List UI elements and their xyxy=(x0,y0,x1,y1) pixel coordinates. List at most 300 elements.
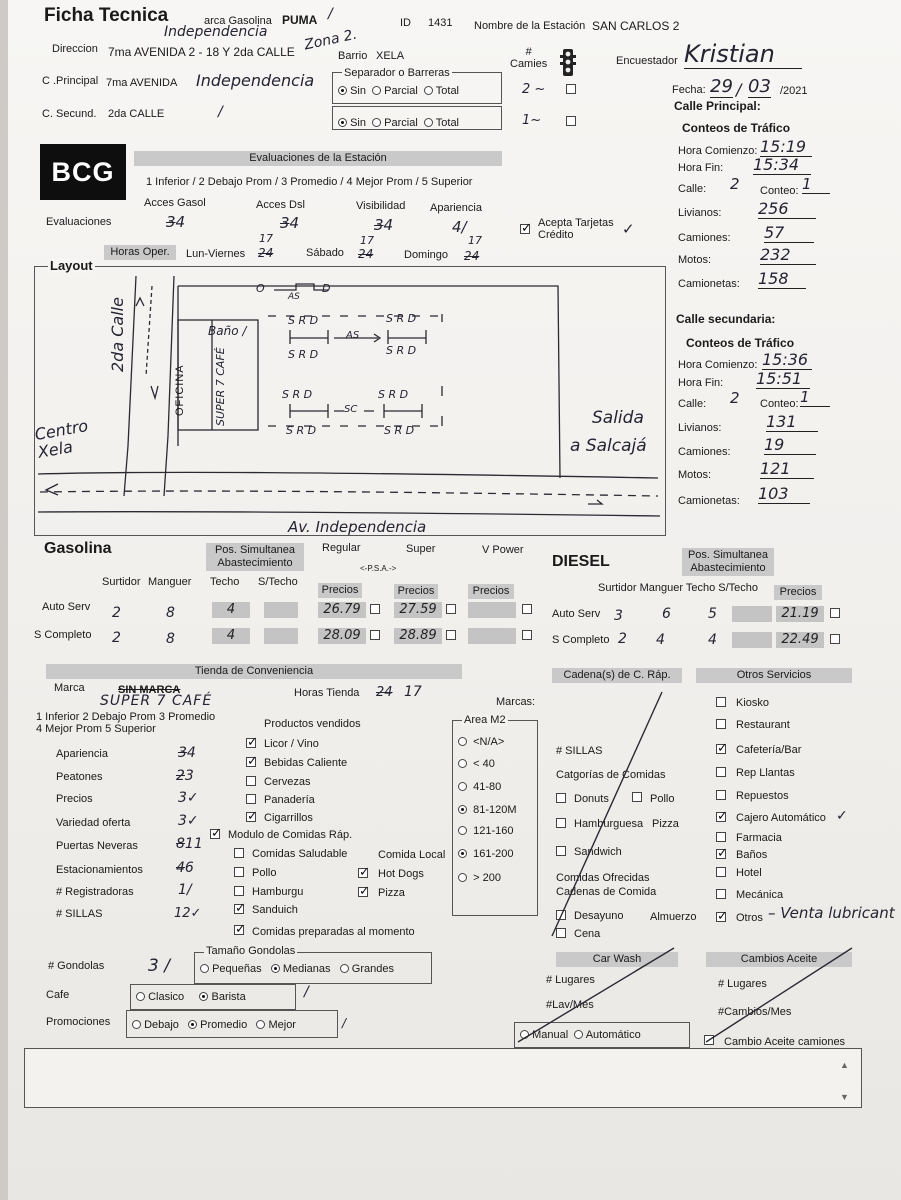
layout-2da-calle: 2da Calle xyxy=(108,297,127,372)
domingo-struck: 24 xyxy=(464,249,480,263)
direccion-handwritten: Independencia xyxy=(164,24,268,40)
rating-apariencia-value: 34 xyxy=(178,745,196,761)
lun-viernes-new: 17 xyxy=(259,232,273,245)
aceite-header: Cambios Aceite xyxy=(706,952,852,967)
separador-row2: Sin Parcial Total xyxy=(338,117,459,129)
fecha-day: 29 xyxy=(710,76,733,97)
comida-pizza-cb[interactable] xyxy=(358,887,368,897)
lun-viernes-label: Lun-Viernes xyxy=(186,248,246,260)
carwash-lugares: # Lugares xyxy=(546,974,595,986)
diesel-row-scompleto-label: S Completo xyxy=(552,634,610,646)
notes-scroll-up-icon[interactable]: ▲ xyxy=(840,1060,849,1070)
otros-hotel: Hotel xyxy=(736,867,762,879)
layout-pump-as: AS xyxy=(346,330,360,341)
gasolina-super-header: Super xyxy=(406,543,436,555)
eval-col-visibilidad: Visibilidad xyxy=(356,200,406,212)
cadena-sillas: # SILLAS xyxy=(556,745,603,757)
area-200-radio[interactable] xyxy=(458,849,467,858)
separador-label: Separador o Barreras xyxy=(344,67,450,79)
gasolina-scompleto-regular-cb[interactable] xyxy=(370,630,380,640)
promo-mejor-radio[interactable] xyxy=(256,1020,265,1029)
cadena-categorias: Catgorías de Comidas xyxy=(556,769,666,781)
camiones-row1-checkbox[interactable] xyxy=(566,84,576,94)
rating-puertas-label: Puertas Neveras xyxy=(56,840,138,852)
eval-acces-gasol-value: 34 xyxy=(166,213,186,231)
layout-pump-3-bot: S R D xyxy=(286,424,317,437)
layout-bano: Baño / xyxy=(208,324,247,338)
eval-apariencia-value: 4/ xyxy=(452,218,467,236)
diesel-autoserv-precio: 21.19 xyxy=(776,606,824,622)
producto-cervezas-cb[interactable] xyxy=(246,776,256,786)
otros-mecanica: Mecánica xyxy=(736,889,784,901)
gasolina-autoserv-regular-cb[interactable] xyxy=(370,604,380,614)
tienda-marca-hw: SUPER 7 CAFÉ xyxy=(100,693,213,709)
diesel-row-autoserv-label: Auto Serv xyxy=(552,608,601,620)
secundaria-motos-label: Motos: xyxy=(678,469,712,481)
otros-otros-hw: – Venta lubricant xyxy=(768,904,895,922)
promo-debajo-radio[interactable] xyxy=(132,1020,141,1029)
domingo-label: Domingo xyxy=(404,249,449,261)
camiones-header: # Camies xyxy=(510,46,548,70)
area-opt-over200: > 200 xyxy=(458,872,501,884)
comida-pollo-cb[interactable] xyxy=(234,867,244,877)
sep2-total-radio[interactable] xyxy=(424,118,433,127)
secundaria-calle: 2 xyxy=(730,389,740,407)
rating-estacionamientos-label: Estacionamientos xyxy=(56,864,143,876)
otros-llantas-cb[interactable] xyxy=(716,767,726,777)
form-title: Ficha Tecnica xyxy=(44,5,169,26)
secundaria-camiones: 19 xyxy=(764,435,816,455)
area-opt-120: 81-120M xyxy=(458,804,517,816)
otros-llantas: Rep Llantas xyxy=(736,767,795,779)
acepta-tarjetas-label: Acepta Tarjetas Crédito xyxy=(538,217,614,241)
layout-salida: Salida xyxy=(592,408,644,428)
rating-peatones-label: Peatones xyxy=(56,771,103,783)
cadena-cena: Cena xyxy=(574,928,601,940)
sep1-total-radio[interactable] xyxy=(424,86,433,95)
tienda-header: Tienda de Conveniencia xyxy=(46,664,462,679)
layout-pump-as-top: AS xyxy=(288,292,300,302)
marca-value: PUMA xyxy=(282,13,318,27)
evaluaciones-header: Evaluaciones de la Estación xyxy=(134,151,502,166)
gasolina-precios-vpower: Precios xyxy=(468,584,514,599)
rating-variedad-value: 3✓ xyxy=(178,813,199,829)
rating-sillas-label: # SILLAS xyxy=(56,908,103,920)
diesel-title: DIESEL xyxy=(552,553,610,570)
diesel-autoserv-stecho xyxy=(732,606,772,622)
tienda-horas-label: Horas Tienda xyxy=(294,687,360,699)
tienda-scale: 1 Inferior 2 Debajo Prom 3 Promedio 4 Mejor Prom 5 Superior xyxy=(36,711,216,735)
cadena-almuerzo: Almuerzo xyxy=(650,911,697,923)
notes-scroll-down-icon[interactable]: ▼ xyxy=(840,1092,849,1102)
promo-promedio-radio[interactable] xyxy=(188,1020,197,1029)
comida-preparadas-cb[interactable] xyxy=(234,925,244,935)
comida-hotdogs-cb[interactable] xyxy=(358,868,368,878)
c-secund-check: / xyxy=(218,104,223,120)
secundaria-hora-comienzo: 15:36 xyxy=(762,350,812,370)
fecha-label: Fecha: xyxy=(672,84,706,96)
gasolina-scompleto-surtidor: 2 xyxy=(112,630,121,646)
gasolina-precios-regular: Precios xyxy=(318,583,362,598)
principal-hora-fin-label: Hora Fin: xyxy=(678,162,724,174)
productos-label: Productos vendidos xyxy=(264,718,361,730)
diesel-scompleto-surtidor: 2 xyxy=(618,631,627,647)
horas-oper-label: Horas Oper. xyxy=(104,245,176,260)
gasolina-autoserv-regular: 26.79 xyxy=(318,602,366,618)
cadena-cross-out xyxy=(548,690,668,940)
evaluaciones-row-label: Evaluaciones xyxy=(46,216,112,228)
producto-cervezas: Cervezas xyxy=(264,776,311,788)
sep1-parcial-radio[interactable] xyxy=(372,86,381,95)
gasolina-vpower-header: V Power xyxy=(482,544,524,556)
diesel-autoserv-surtidor: 3 xyxy=(614,608,623,624)
camiones-row2: 1~ xyxy=(522,113,542,128)
principal-camiones-label: Camiones: xyxy=(678,232,731,244)
promo-opts: Debajo Promedio Mejor xyxy=(132,1019,296,1031)
principal-hora-fin: 15:34 xyxy=(753,155,811,175)
producto-bebidas: Bebidas Caliente xyxy=(264,757,348,769)
cafe-label: Cafe xyxy=(46,989,70,1001)
secundaria-conteo: 1 xyxy=(800,388,830,407)
id-value: 1431 xyxy=(428,17,453,29)
rating-registradoras-label: # Registradoras xyxy=(56,886,134,898)
secundaria-hora-fin: 15:51 xyxy=(756,369,810,389)
otros-cafeteria: Cafetería/Bar xyxy=(736,744,802,756)
tamano-opts: Pequeñas Medianas Grandes xyxy=(200,963,394,975)
secundaria-camionetas-label: Camionetas: xyxy=(678,495,740,507)
producto-cigarrillos-cb[interactable] xyxy=(246,812,256,822)
gasolina-scompleto-techo: 4 xyxy=(212,628,250,644)
secundaria-calle-label: Calle: xyxy=(678,398,707,410)
diesel-scompleto-manguer: 4 xyxy=(656,632,665,648)
cadena-desayuno: Desayuno xyxy=(574,910,624,922)
area-opt-na: <N/A> xyxy=(458,736,504,748)
traffic-light-icon xyxy=(560,48,576,78)
otros-repuestos-cb[interactable] xyxy=(716,790,726,800)
diesel-autoserv-techo: 5 xyxy=(708,606,717,622)
tienda-horas-value: 17 xyxy=(404,684,422,700)
cadena-cadenas: Cadenas de Comida xyxy=(556,886,657,898)
sabado-label: Sábado xyxy=(306,247,344,259)
tienda-marca-label: Marca xyxy=(54,682,85,694)
comida-hotdogs: Hot Dogs xyxy=(378,868,424,880)
comidas-saludable-cb[interactable] xyxy=(234,848,244,858)
cafe-check: / xyxy=(304,984,309,1000)
gasolina-scompleto-super: 28.89 xyxy=(394,628,442,644)
layout-pump-d: D xyxy=(322,282,331,295)
gasolina-autoserv-super: 27.59 xyxy=(394,602,442,618)
tienda-horas-struck: 24 xyxy=(376,685,393,700)
gasolina-pos-sim: Pos. Simultanea Abastecimiento xyxy=(206,543,304,571)
principal-camiones: 57 xyxy=(764,223,814,243)
survey-sheet xyxy=(8,0,901,1200)
fecha-month: 03 xyxy=(748,76,771,97)
eval-col-acces-dsl: Acces Dsl xyxy=(256,199,305,211)
principal-motos-label: Motos: xyxy=(678,254,712,266)
modulo-comidas-cb[interactable] xyxy=(210,829,220,839)
zona-handwritten: Zona 2. xyxy=(302,26,359,54)
sep2-parcial-radio[interactable] xyxy=(372,118,381,127)
layout-pump-3-top: S R D xyxy=(282,388,313,401)
sabado-struck: 24 xyxy=(358,247,374,261)
c-principal-label: C .Principal xyxy=(42,75,99,87)
principal-calle: 2 xyxy=(730,175,740,193)
c-principal-handwritten: Independencia xyxy=(196,71,315,90)
gasolina-autoserv-vpower-cb[interactable] xyxy=(522,604,532,614)
sep2-sin-radio[interactable] xyxy=(338,118,347,127)
secundaria-subtitle: Conteos de Tráfico xyxy=(686,336,795,350)
gasolina-autoserv-surtidor: 2 xyxy=(112,605,121,621)
area-160-radio[interactable] xyxy=(458,826,467,835)
producto-bebidas-cb[interactable] xyxy=(246,757,256,767)
rating-variedad-label: Variedad oferta xyxy=(56,817,131,829)
otros-cajero-cb[interactable] xyxy=(716,812,726,822)
principal-livianos-label: Livianos: xyxy=(678,207,722,219)
promo-label: Promociones xyxy=(46,1016,111,1028)
diesel-autoserv-cb[interactable] xyxy=(830,608,840,618)
otros-otros: Otros xyxy=(736,912,763,924)
otros-banos-cb[interactable] xyxy=(716,849,726,859)
producto-panaderia-cb[interactable] xyxy=(246,794,256,804)
encuestador-value: Kristian xyxy=(684,40,802,69)
layout-pump-4-bot: S R D xyxy=(384,424,415,437)
notes-box[interactable] xyxy=(24,1048,862,1108)
lun-viernes-struck: 24 xyxy=(258,246,274,260)
secundaria-camiones-label: Camiones: xyxy=(678,446,731,458)
principal-camionetas-label: Camionetas: xyxy=(678,278,740,290)
eval-acces-dsl-value: 34 xyxy=(280,214,300,232)
otros-cafeteria-cb[interactable] xyxy=(716,744,726,754)
diesel-scompleto-techo: 4 xyxy=(708,632,717,648)
layout-pump-4-top: S R D xyxy=(378,388,409,401)
principal-calle-label: Calle: xyxy=(678,183,707,195)
layout-salcaja: a Salcajá xyxy=(570,436,647,456)
diesel-scompleto-stecho xyxy=(732,632,772,648)
marca-label: arca Gasolina xyxy=(204,15,272,27)
carwash-cross-out xyxy=(514,944,684,1046)
acepta-tarjetas-checkbox[interactable] xyxy=(520,224,530,234)
gasolina-regular-header: Regular xyxy=(322,542,361,554)
gasolina-scompleto-manguer: 8 xyxy=(166,631,175,647)
direccion-value: 7ma AVENIDA 2 - 18 Y 2da CALLE xyxy=(108,45,295,59)
eval-col-apariencia: Apariencia xyxy=(430,202,482,214)
layout-pump-2-bot: S R D xyxy=(386,344,417,357)
area-na-radio[interactable] xyxy=(458,737,467,746)
tamano-medianas-radio[interactable] xyxy=(271,964,280,973)
tamano-grandes-radio[interactable] xyxy=(340,964,349,973)
gasolina-row-scompleto-label: S Completo xyxy=(34,629,92,641)
gondolas-value: 3 / xyxy=(148,956,170,976)
cadena-pizza: Pizza xyxy=(652,818,679,830)
gasolina-scompleto-vpower xyxy=(468,628,516,644)
id-label: ID xyxy=(400,17,411,29)
layout-super7: SUPER 7 CAFÉ xyxy=(214,347,227,426)
gondolas-label: # Gondolas xyxy=(48,960,105,972)
otros-farmacia: Farmacia xyxy=(736,832,782,844)
cadena-pollo: Pollo xyxy=(650,793,675,805)
layout-av-independencia: Av. Independencia xyxy=(288,518,427,536)
aceite-cross-out xyxy=(702,944,862,1046)
eval-col-acces-gasol: Acces Gasol xyxy=(144,197,206,209)
otros-kiosko-cb[interactable] xyxy=(716,697,726,707)
comida-sanduich: Sanduich xyxy=(252,904,298,916)
aceite-cambios: #Cambios/Mes xyxy=(718,1006,792,1018)
area-box xyxy=(452,720,538,916)
diesel-pos-sim: Pos. Simultanea Abastecimiento xyxy=(682,548,774,576)
area-40-radio[interactable] xyxy=(458,759,467,768)
eval-visibilidad-value: 34 xyxy=(374,216,394,234)
layout-pump-1-top: S R D xyxy=(288,314,319,327)
comida-hamburgu: Hamburgu xyxy=(252,886,304,898)
tamano-pequenas-radio[interactable] xyxy=(200,964,209,973)
otros-hotel-cb[interactable] xyxy=(716,867,726,877)
principal-livianos: 256 xyxy=(758,199,816,219)
otros-repuestos: Repuestos xyxy=(736,790,789,802)
diesel-scompleto-cb[interactable] xyxy=(830,634,840,644)
gasolina-col-surtidor: Surtidor xyxy=(102,576,141,588)
rating-apariencia-label: Apariencia xyxy=(56,748,108,760)
otros-restaurant: Restaurant xyxy=(736,719,790,731)
gasolina-autoserv-stecho xyxy=(264,602,298,618)
secundaria-hora-fin-label: Hora Fin: xyxy=(678,377,724,389)
rating-precios-value: 3✓ xyxy=(178,790,199,806)
gasolina-col-manguer: Manguer xyxy=(148,576,192,588)
layout-centro-xela: Centro Xela xyxy=(33,416,90,462)
bcg-logo: BCG xyxy=(40,144,126,200)
diesel-cols: Surtidor Manguer Techo S/Techo xyxy=(598,582,758,594)
producto-licor-cb[interactable] xyxy=(246,738,256,748)
direccion-label: Direccion xyxy=(52,43,98,55)
secundaria-livianos-label: Livianos: xyxy=(678,422,722,434)
rating-peatones-value: 23 xyxy=(176,768,194,784)
gasolina-autoserv-vpower xyxy=(468,602,516,618)
gasolina-scompleto-regular: 28.09 xyxy=(318,628,366,644)
otros-mecanica-cb[interactable] xyxy=(716,889,726,899)
gasolina-scompleto-stecho xyxy=(264,628,298,644)
camiones-row1: 2 ~ xyxy=(522,82,546,97)
estacion-value: SAN CARLOS 2 xyxy=(592,19,680,33)
gasolina-autoserv-manguer: 8 xyxy=(166,605,175,621)
secundaria-camionetas: 103 xyxy=(758,484,810,504)
comida-preparadas: Comidas preparadas al momento xyxy=(252,926,415,938)
diesel-scompleto-precio: 22.49 xyxy=(776,632,824,648)
area-opt-160: 121-160 xyxy=(458,825,514,837)
rating-registradoras-value: 1/ xyxy=(178,882,192,898)
otros-header: Otros Servicios xyxy=(696,668,852,683)
gasolina-autoserv-techo: 4 xyxy=(212,602,250,618)
rating-sillas-value: 12✓ xyxy=(174,906,202,921)
comida-sanduich-cb[interactable] xyxy=(234,904,244,914)
modulo-comidas: Modulo de Comidas Ráp. xyxy=(228,829,353,841)
otros-otros-cb[interactable] xyxy=(716,912,726,922)
c-principal-value: 7ma AVENIDA xyxy=(106,77,178,89)
area-opt-200: 161-200 xyxy=(458,848,514,860)
gasolina-scompleto-vpower-cb[interactable] xyxy=(522,630,532,640)
carwash-header: Car Wash xyxy=(556,952,678,967)
principal-motos: 232 xyxy=(760,245,816,265)
layout-pump-1-bot: S R D xyxy=(288,348,319,361)
c-secund-value: 2da CALLE xyxy=(108,108,165,120)
principal-conteo: 1 xyxy=(802,175,830,194)
area-80-radio[interactable] xyxy=(458,782,467,791)
area-over200-radio[interactable] xyxy=(458,873,467,882)
gasolina-psa: <-P.S.A.-> xyxy=(360,564,397,573)
tamano-label: Tamaño Gondolas xyxy=(206,945,296,957)
secundaria-title: Calle secundaria: xyxy=(676,312,776,326)
cadena-hamburguesa: Hamburguesa xyxy=(574,818,644,830)
fecha-year: /2021 xyxy=(780,85,808,97)
carwash-lavmes: #Lav/Mes xyxy=(546,999,594,1011)
gasolina-scompleto-super-cb[interactable] xyxy=(446,630,456,640)
otros-restaurant-cb[interactable] xyxy=(716,719,726,729)
marca-check: / xyxy=(328,6,333,22)
fecha-sep: / xyxy=(736,80,742,99)
aceite-lugares: # Lugares xyxy=(718,978,767,990)
cafe-clasico-radio[interactable] xyxy=(136,992,145,1001)
layout-pump-2-top: S R D xyxy=(386,312,417,325)
domingo-new: 17 xyxy=(468,234,482,247)
otros-banos: Baños xyxy=(736,849,768,861)
gasolina-autoserv-super-cb[interactable] xyxy=(446,604,456,614)
comida-local: Comida Local xyxy=(378,849,446,861)
rating-puertas-value: 811 xyxy=(176,836,203,852)
cafe-barista-radio[interactable] xyxy=(199,992,208,1001)
producto-licor: Licor / Vino xyxy=(264,738,319,750)
secundaria-conteo-label: Conteo: xyxy=(760,398,799,410)
gasolina-precios-super: Precios xyxy=(394,584,438,599)
rating-precios-label: Precios xyxy=(56,793,93,805)
layout-pump-o: O xyxy=(256,282,265,295)
cafe-opts: Clasico Barista xyxy=(136,991,246,1003)
barrio-value: XELA xyxy=(376,50,405,62)
area-label: Area M2 xyxy=(464,714,506,726)
producto-cigarrillos: Cigarrillos xyxy=(264,812,313,824)
principal-hora-comienzo: 15:19 xyxy=(760,137,812,157)
diesel-autoserv-manguer: 6 xyxy=(662,606,671,622)
otros-farmacia-cb[interactable] xyxy=(716,832,726,842)
gasolina-row-autoserv-label: Auto Serv xyxy=(42,601,91,613)
layout-label: Layout xyxy=(50,258,93,273)
sep1-sin-radio[interactable] xyxy=(338,86,347,95)
principal-hora-comienzo-label: Hora Comienzo: xyxy=(678,145,758,157)
estacion-label: Nombre de la Estación xyxy=(474,20,586,32)
camiones-row2-checkbox[interactable] xyxy=(566,116,576,126)
evaluaciones-scale: 1 Inferior / 2 Debajo Prom / 3 Promedio / 4 Mejor Prom / 5 Superior xyxy=(146,176,473,188)
secundaria-livianos: 131 xyxy=(766,412,818,432)
encuestador-label: Encuestador xyxy=(616,55,678,67)
comida-hamburgu-cb[interactable] xyxy=(234,886,244,896)
tienda-marcas-label: Marcas: xyxy=(496,696,536,708)
cadena-donuts: Donuts xyxy=(574,793,609,805)
principal-camionetas: 158 xyxy=(758,269,806,289)
gasolina-col-techo: Techo xyxy=(210,576,240,588)
tarjetas-check: ✓ xyxy=(622,220,635,238)
tienda-marca-struck: SIN MARCA xyxy=(118,684,181,696)
separador-row1: Sin Parcial Total xyxy=(338,85,459,97)
cadena-ofrecidas: Comidas Ofrecidas xyxy=(556,872,650,884)
area-opt-40: < 40 xyxy=(458,758,495,770)
sabado-new: 17 xyxy=(360,234,374,247)
principal-title: Calle Principal: xyxy=(674,99,761,113)
gasolina-col-stecho: S/Techo xyxy=(258,576,298,588)
area-120-radio[interactable] xyxy=(458,805,467,814)
layout-pump-sc: SC xyxy=(344,404,358,415)
c-secund-label: C. Secund. xyxy=(42,108,97,120)
comida-pollo: Pollo xyxy=(252,867,277,879)
comidas-saludable: Comidas Saludable xyxy=(252,848,348,860)
area-opt-80: 41-80 xyxy=(458,781,501,793)
otros-cajero: Cajero Automático xyxy=(736,812,826,824)
